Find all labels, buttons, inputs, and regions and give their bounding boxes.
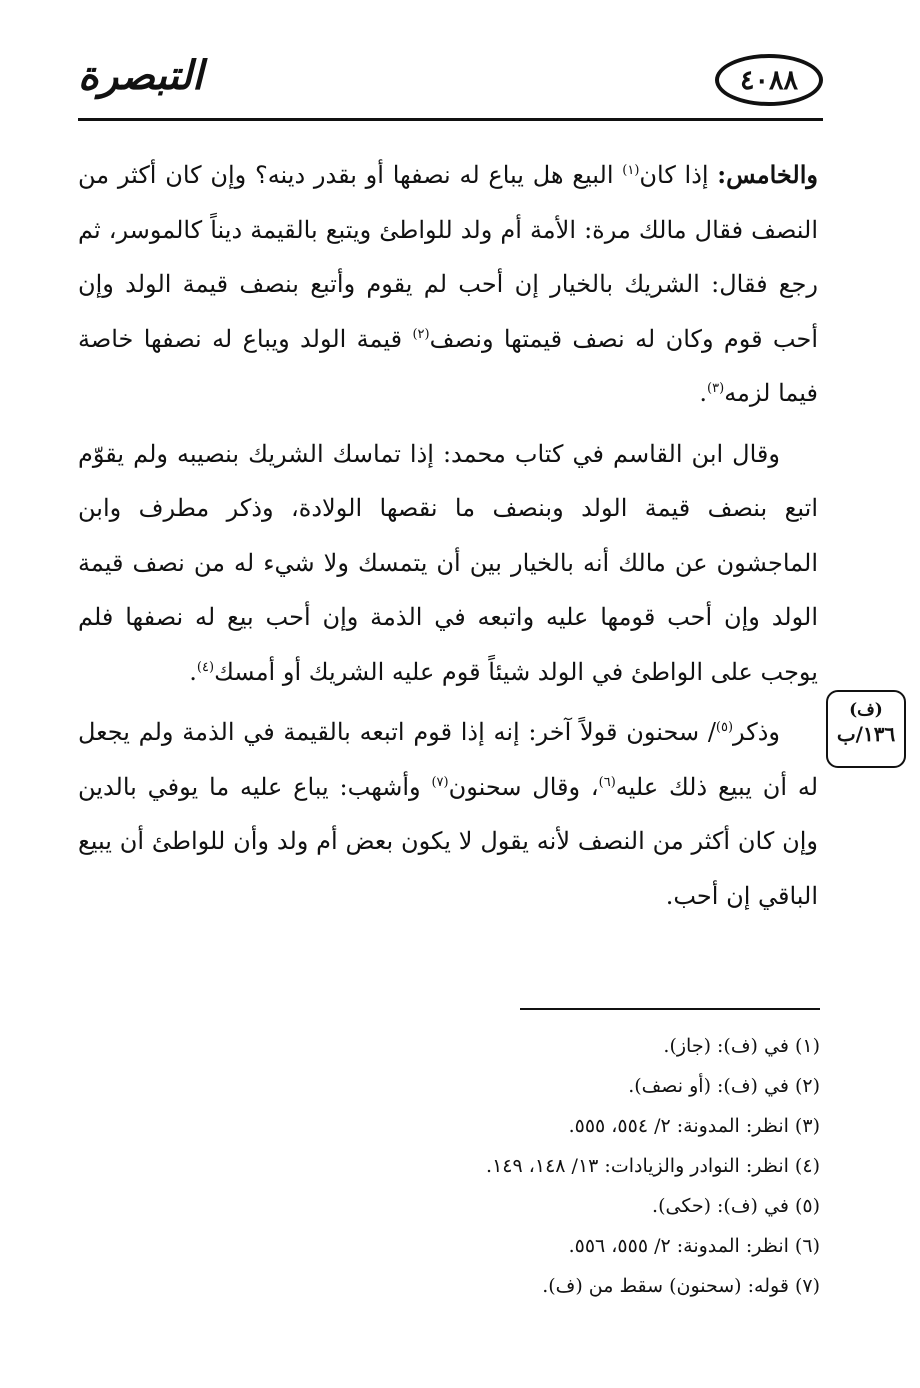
- footnote-separator: [520, 1008, 820, 1010]
- footnote-ref-1: (١): [622, 163, 640, 178]
- text-run: .: [699, 379, 708, 407]
- text-run: وذكر: [733, 718, 780, 746]
- footnote-3: (٣) انظر: المدونة: ٢/ ٥٥٤، ٥٥٥.: [568, 1115, 820, 1137]
- text-run: .: [189, 657, 197, 686]
- footnote-ref-4: (٤): [196, 659, 215, 675]
- manuscript-folio-marker: [826, 690, 906, 768]
- footnote-5: (٥) في (ف): (حكى).: [652, 1195, 820, 1217]
- paragraph-lead: والخامس:: [717, 160, 818, 189]
- text-run: البيع هل يباع له نصفها أو بقدر دينه؟ وإن كان أكثر من النصف فقال مالك مرة: الأمة أم ولد للواطئ ويتبع بالقيمة ديناً كالموسر، ثم رجع فقال: الشريك بالخيار إن أحب لم يقوم وأتبع بنصف قيمة الولد وإن أحب قوم وكان له نصف قيمتها ونصف: [78, 161, 818, 353]
- footnote-ref-7: (٧): [431, 774, 449, 790]
- text-run: قيمة الولد ويباع له نصفها خاصة فيما لزمه: [78, 324, 818, 407]
- footnote-6: (٦) انظر: المدونة: ٢/ ٥٥٥، ٥٥٦.: [568, 1235, 820, 1257]
- folio-number: ١٣٦/ب: [836, 722, 896, 746]
- book-title: التبصرة: [78, 52, 204, 99]
- main-text: [78, 148, 818, 929]
- text-run: / سحنون قولاً آخر: إنه إذا قوم اتبعه بالقيمة في الذمة ولم يجعل له أن يبيع ذلك عليه: [78, 718, 819, 801]
- footnote-ref-6: (٦): [598, 774, 616, 790]
- page-number: ٤٠٨٨: [715, 54, 823, 106]
- text-run: إذا كان: [639, 161, 718, 189]
- text-run: وأشهب: يباع عليه ما يوفي بالدين وإن كان أكثر من النصف لأنه يقول لا يكون بعض أم ولد وأن للواطئ أن يبيع الباقي إن أحب.: [78, 772, 818, 910]
- paragraph-3: [78, 705, 818, 923]
- paragraph-2: [78, 427, 818, 700]
- paragraph-1: [78, 148, 818, 421]
- header-rule: [78, 118, 823, 121]
- footnote-2: (٢) في (ف): (أو نصف).: [628, 1075, 820, 1097]
- text-run: ، وقال سحنون: [448, 772, 599, 801]
- footnote-ref-3: (٣): [707, 381, 725, 396]
- manuscript-siglum: (ف): [849, 700, 883, 720]
- footnote-1: (١) في (ف): (جاز).: [663, 1035, 820, 1057]
- footnote-4: (٤) انظر: النوادر والزيادات: ١٣/ ١٤٨، ١٤٩.: [486, 1155, 820, 1177]
- footnote-7: (٧) قوله: (سحنون) سقط من (ف).: [542, 1275, 820, 1297]
- footnote-ref-5: (٥): [715, 720, 734, 735]
- page-header: [78, 44, 823, 124]
- footnote-ref-2: (٢): [412, 326, 430, 342]
- text-run: وقال ابن القاسم في كتاب محمد: إذا تماسك الشريك بنصيبه ولم يقوّم اتبع بنصف قيمة الولد وبنصف ما نقصها الولادة، وذكر مطرف وابن الماجشون عن مالك أنه بالخيار بين أن يتمسك ولا شيء له من نصف قيمة الولد وإن أحب قومها عليه واتبعه في الذمة وإن أحب بيع له نصفها فلم يوجب على الواطئ في الولد شيئاً قوم عليه الشريك أو أمسك: [78, 439, 818, 686]
- footnotes: [78, 1026, 820, 1306]
